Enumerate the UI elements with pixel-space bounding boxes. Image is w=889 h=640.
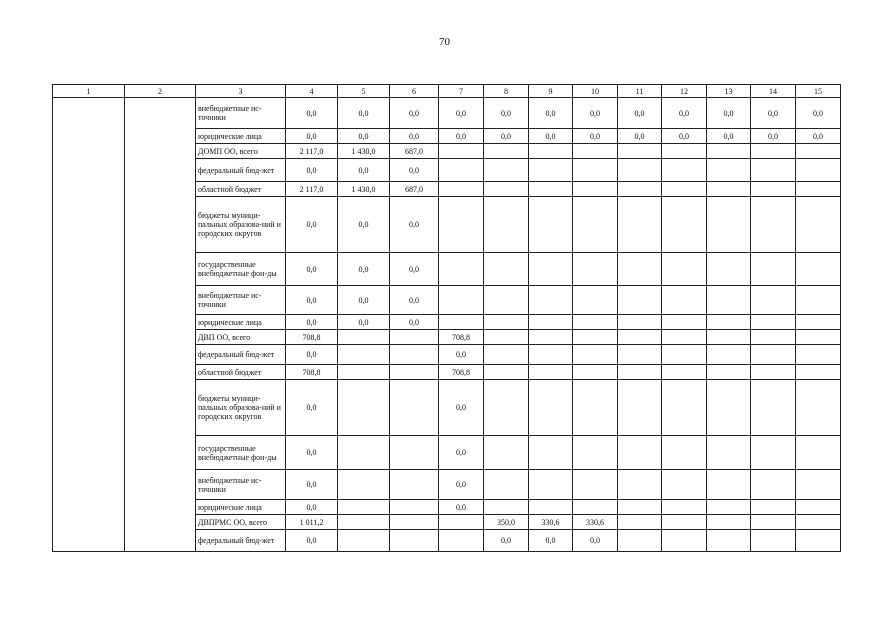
value-cell (618, 365, 662, 380)
value-cell (439, 144, 484, 159)
page-number: 70 (439, 36, 450, 48)
value-cell: 0,0 (286, 500, 338, 515)
value-cell (662, 436, 707, 470)
value-cell (662, 159, 707, 182)
row-label: юридические лица (196, 129, 286, 144)
value-cell: 1 011,2 (286, 515, 338, 530)
value-cell (707, 144, 751, 159)
value-cell (573, 500, 618, 515)
value-cell (573, 159, 618, 182)
value-cell: 0,0 (751, 98, 796, 129)
value-cell (796, 515, 841, 530)
value-cell (439, 197, 484, 253)
value-cell (618, 315, 662, 330)
row-label: государственные внебюджетные фон-ды (196, 436, 286, 470)
value-cell (662, 182, 707, 197)
value-cell (751, 530, 796, 552)
value-cell (484, 253, 529, 286)
value-cell: 330,6 (573, 515, 618, 530)
value-cell (390, 380, 439, 436)
value-cell: 0,0 (751, 129, 796, 144)
value-cell (484, 315, 529, 330)
value-cell (573, 380, 618, 436)
value-cell: 0,0 (338, 197, 390, 253)
value-cell (796, 286, 841, 315)
value-cell (390, 470, 439, 500)
value-cell (338, 470, 390, 500)
value-cell (484, 330, 529, 345)
value-cell (484, 144, 529, 159)
value-cell (707, 515, 751, 530)
value-cell (338, 530, 390, 552)
value-cell (529, 365, 573, 380)
value-cell: 0,0 (439, 345, 484, 365)
value-cell: 0,0 (390, 129, 439, 144)
value-cell (529, 315, 573, 330)
value-cell: 0,0 (439, 470, 484, 500)
value-cell (662, 253, 707, 286)
value-cell (573, 315, 618, 330)
value-cell (439, 515, 484, 530)
value-cell (796, 159, 841, 182)
value-cell (573, 182, 618, 197)
value-cell: 708,8 (286, 330, 338, 345)
value-cell: 0,0 (529, 98, 573, 129)
column-header: 3 (196, 85, 286, 98)
value-cell: 2 117,0 (286, 182, 338, 197)
value-cell (662, 365, 707, 380)
value-cell (751, 182, 796, 197)
value-cell: 0,0 (338, 98, 390, 129)
value-cell: 0,0 (390, 98, 439, 129)
value-cell (390, 365, 439, 380)
value-cell: 0,0 (286, 380, 338, 436)
value-cell: 0,0 (338, 159, 390, 182)
value-cell (662, 500, 707, 515)
value-cell (439, 315, 484, 330)
value-cell (662, 470, 707, 500)
value-cell (751, 330, 796, 345)
value-cell (338, 330, 390, 345)
value-cell: 0,0 (618, 98, 662, 129)
value-cell (751, 144, 796, 159)
value-cell: 0,0 (439, 436, 484, 470)
row-label: областной бюджет (196, 182, 286, 197)
value-cell: 708,8 (286, 365, 338, 380)
value-cell (751, 380, 796, 436)
value-cell (484, 182, 529, 197)
column-header: 2 (125, 85, 196, 98)
value-cell (618, 380, 662, 436)
value-cell: 0,0 (286, 197, 338, 253)
value-cell: 0,0 (796, 98, 841, 129)
value-cell (796, 315, 841, 330)
value-cell (751, 365, 796, 380)
value-cell (796, 197, 841, 253)
value-cell (751, 436, 796, 470)
value-cell: 0,0 (573, 129, 618, 144)
value-cell: 0,0 (439, 380, 484, 436)
value-cell: 0,0 (573, 530, 618, 552)
value-cell (662, 197, 707, 253)
value-cell: 0,0 (662, 129, 707, 144)
column-header: 1 (53, 85, 125, 98)
value-cell: 0,0 (390, 315, 439, 330)
value-cell (390, 345, 439, 365)
row-label: федеральный бюд-жет (196, 345, 286, 365)
value-cell (796, 330, 841, 345)
value-cell (573, 253, 618, 286)
value-cell (390, 515, 439, 530)
value-cell (618, 345, 662, 365)
value-cell (484, 500, 529, 515)
value-cell (796, 530, 841, 552)
table-row (53, 98, 841, 129)
column-header: 7 (439, 85, 484, 98)
row-label: внебюджетные ис-точники (196, 98, 286, 129)
value-cell (390, 500, 439, 515)
column-header: 5 (338, 85, 390, 98)
value-cell (529, 197, 573, 253)
value-cell (751, 197, 796, 253)
value-cell (796, 182, 841, 197)
value-cell: 687,0 (390, 144, 439, 159)
value-cell (707, 197, 751, 253)
row-label: федеральный бюд-жет (196, 159, 286, 182)
value-cell (529, 345, 573, 365)
value-cell: 2 117,0 (286, 144, 338, 159)
value-cell (390, 530, 439, 552)
value-cell: 350,0 (484, 515, 529, 530)
value-cell: 330,6 (529, 515, 573, 530)
column-header: 15 (796, 85, 841, 98)
value-cell (573, 436, 618, 470)
value-cell (618, 330, 662, 345)
value-cell (707, 530, 751, 552)
value-cell (439, 286, 484, 315)
row-label: государственные внебюджетные фон-ды (196, 253, 286, 286)
value-cell: 0,0 (707, 129, 751, 144)
value-cell: 0,0 (390, 253, 439, 286)
value-cell (662, 380, 707, 436)
value-cell: 0,0 (662, 98, 707, 129)
value-cell: 0,0 (286, 98, 338, 129)
value-cell (573, 330, 618, 345)
value-cell (796, 500, 841, 515)
value-cell (484, 365, 529, 380)
row-label: ДОМП ОО, всего (196, 144, 286, 159)
column-header: 10 (573, 85, 618, 98)
value-cell: 0,0 (286, 253, 338, 286)
value-cell: 1 430,0 (338, 144, 390, 159)
value-cell (573, 197, 618, 253)
value-cell (338, 436, 390, 470)
row-label: бюджеты муници-пальных образова-ний и городских округов (196, 197, 286, 253)
value-cell (751, 500, 796, 515)
value-cell (338, 345, 390, 365)
value-cell (751, 253, 796, 286)
value-cell (484, 159, 529, 182)
value-cell: 0,0 (573, 98, 618, 129)
budget-table (52, 84, 841, 552)
value-cell: 0,0 (439, 129, 484, 144)
value-cell (573, 345, 618, 365)
row-label: ДВПРМС ОО, всего (196, 515, 286, 530)
value-cell: 0,0 (529, 530, 573, 552)
value-cell (796, 345, 841, 365)
value-cell: 0,0 (529, 129, 573, 144)
value-cell: 708,8 (439, 365, 484, 380)
value-cell (707, 182, 751, 197)
value-cell: 0,0 (286, 530, 338, 552)
value-cell (662, 144, 707, 159)
value-cell: 0,0 (484, 530, 529, 552)
value-cell: 0,0 (338, 286, 390, 315)
value-cell: 0,0 (286, 286, 338, 315)
value-cell (618, 515, 662, 530)
value-cell (618, 500, 662, 515)
value-cell: 0,0 (390, 159, 439, 182)
value-cell: 687,0 (390, 182, 439, 197)
value-cell (529, 182, 573, 197)
value-cell (707, 345, 751, 365)
value-cell (484, 380, 529, 436)
value-cell (484, 197, 529, 253)
column-header: 8 (484, 85, 529, 98)
value-cell (529, 380, 573, 436)
value-cell (707, 159, 751, 182)
value-cell (796, 144, 841, 159)
value-cell (439, 530, 484, 552)
value-cell (662, 286, 707, 315)
value-cell (751, 315, 796, 330)
value-cell (618, 530, 662, 552)
value-cell (484, 345, 529, 365)
value-cell (796, 365, 841, 380)
value-cell (796, 470, 841, 500)
value-cell (573, 286, 618, 315)
value-cell (707, 500, 751, 515)
value-cell (439, 159, 484, 182)
value-cell: 0,0 (796, 129, 841, 144)
value-cell (707, 380, 751, 436)
column-header: 13 (707, 85, 751, 98)
value-cell (618, 159, 662, 182)
value-cell (529, 436, 573, 470)
value-cell: 0,0 (618, 129, 662, 144)
value-cell: 0,0 (286, 345, 338, 365)
column-header: 4 (286, 85, 338, 98)
column-header: 14 (751, 85, 796, 98)
value-cell (529, 159, 573, 182)
row-label: федеральный бюд-жет (196, 530, 286, 552)
value-cell: 0,0 (484, 98, 529, 129)
value-cell (707, 365, 751, 380)
value-cell (618, 470, 662, 500)
column-header: 12 (662, 85, 707, 98)
column-header: 9 (529, 85, 573, 98)
value-cell: 0,0 (338, 129, 390, 144)
value-cell (751, 345, 796, 365)
value-cell (618, 253, 662, 286)
value-cell: 0,0 (390, 286, 439, 315)
value-cell (796, 380, 841, 436)
value-cell (707, 330, 751, 345)
column-header: 11 (618, 85, 662, 98)
value-cell (662, 515, 707, 530)
value-cell (707, 470, 751, 500)
value-cell: 0,0 (338, 253, 390, 286)
value-cell (662, 345, 707, 365)
row-label: ДВП ОО, всего (196, 330, 286, 345)
value-cell (338, 380, 390, 436)
value-cell: 0,0 (286, 436, 338, 470)
value-cell (529, 330, 573, 345)
value-cell (573, 144, 618, 159)
value-cell: 0,0 (439, 98, 484, 129)
table-body (53, 98, 841, 552)
value-cell (662, 330, 707, 345)
value-cell: 708,8 (439, 330, 484, 345)
value-cell (338, 515, 390, 530)
value-cell (796, 253, 841, 286)
value-cell (529, 286, 573, 315)
value-cell (338, 365, 390, 380)
value-cell (573, 470, 618, 500)
value-cell: 0,0 (286, 159, 338, 182)
value-cell (751, 470, 796, 500)
value-cell (390, 330, 439, 345)
value-cell (751, 515, 796, 530)
value-cell (338, 500, 390, 515)
value-cell (662, 530, 707, 552)
value-cell: 0,0 (439, 500, 484, 515)
value-cell (529, 470, 573, 500)
value-cell (439, 182, 484, 197)
value-cell (529, 253, 573, 286)
value-cell (707, 286, 751, 315)
value-cell (573, 365, 618, 380)
value-cell (439, 253, 484, 286)
value-cell: 0,0 (286, 315, 338, 330)
value-cell (618, 286, 662, 315)
value-cell (662, 315, 707, 330)
value-cell (707, 253, 751, 286)
value-cell (751, 286, 796, 315)
value-cell (707, 436, 751, 470)
value-cell (484, 286, 529, 315)
header-row (53, 85, 841, 98)
value-cell (390, 436, 439, 470)
value-cell (529, 500, 573, 515)
value-cell (796, 436, 841, 470)
value-cell (618, 436, 662, 470)
row-label: бюджеты муници-пальных образова-ний и городских округов (196, 380, 286, 436)
merged-cell-col1 (53, 98, 125, 552)
value-cell: 0,0 (484, 129, 529, 144)
value-cell (618, 182, 662, 197)
row-label: внебюджетные ис-точники (196, 470, 286, 500)
row-label: внебюджетные ис-точники (196, 286, 286, 315)
row-label: областной бюджет (196, 365, 286, 380)
value-cell (529, 144, 573, 159)
value-cell (484, 436, 529, 470)
value-cell: 0,0 (707, 98, 751, 129)
value-cell (751, 159, 796, 182)
value-cell: 0,0 (286, 470, 338, 500)
value-cell: 1 430,0 (338, 182, 390, 197)
row-label: юридические лица (196, 500, 286, 515)
value-cell (618, 144, 662, 159)
row-label: юридические лица (196, 315, 286, 330)
value-cell: 0,0 (390, 197, 439, 253)
value-cell (618, 197, 662, 253)
value-cell (484, 470, 529, 500)
value-cell: 0,0 (286, 129, 338, 144)
column-header: 6 (390, 85, 439, 98)
value-cell (707, 315, 751, 330)
merged-cell-col2 (125, 98, 196, 552)
value-cell: 0,0 (338, 315, 390, 330)
